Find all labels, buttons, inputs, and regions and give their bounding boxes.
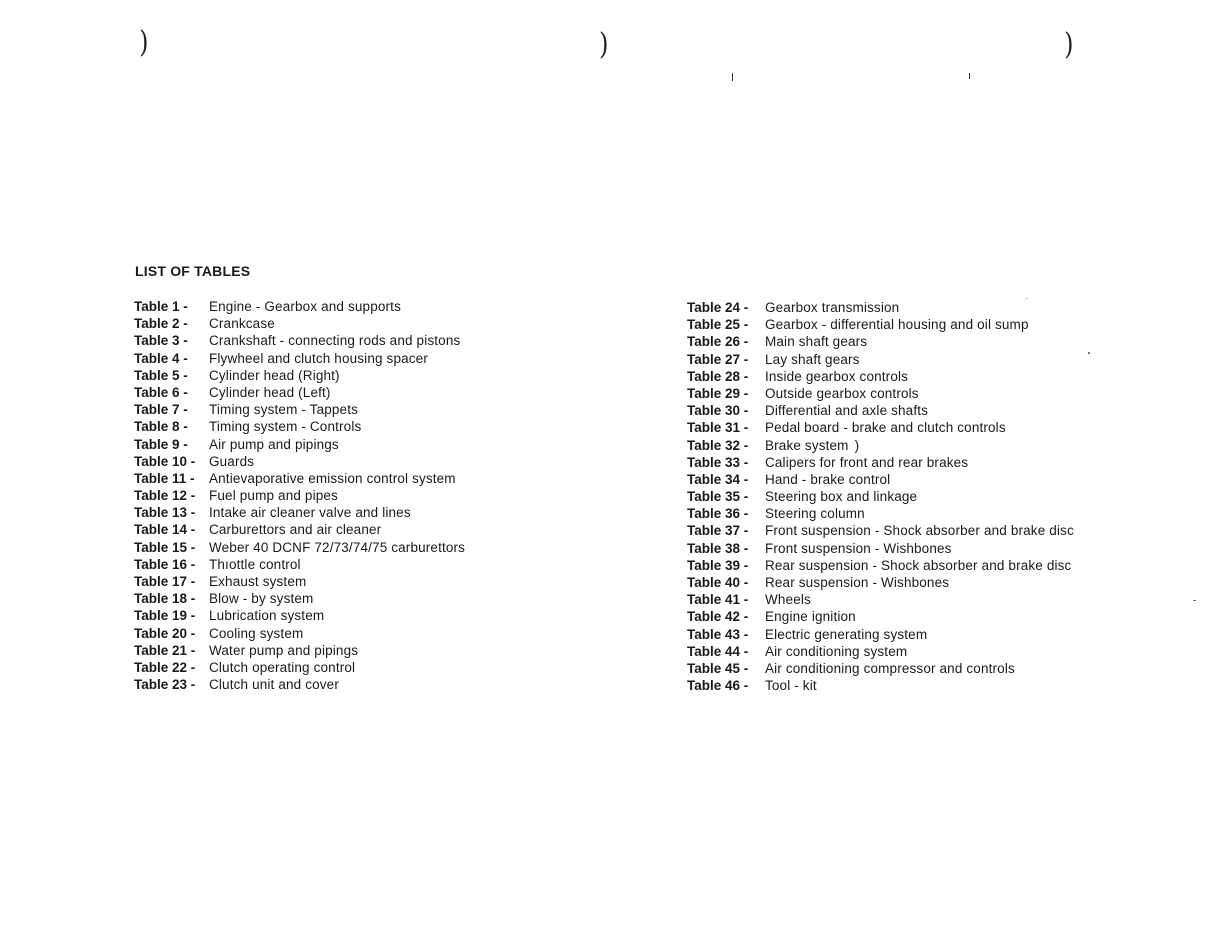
table-title: Steering box and linkage: [765, 489, 918, 505]
table-number-label: Table 3 -: [134, 333, 188, 349]
table-title: Clutch operating control: [209, 659, 356, 675]
table-list-item: [687, 522, 1074, 539]
table-list-item: [687, 454, 1074, 471]
table-title: Tool - kit: [765, 678, 817, 694]
table-number-label: Table 6 -: [134, 384, 188, 400]
table-list-item: [687, 385, 1074, 402]
table-list-item: [687, 574, 1074, 591]
table-number-label: Table 8 -: [134, 419, 188, 435]
table-title: Pedal board - brake and clutch controls: [765, 420, 1006, 436]
table-list-item: [134, 521, 465, 538]
table-title: Brake system: [765, 437, 849, 453]
table-title: Gearbox - differential housing and oil sump: [765, 317, 1029, 333]
table-number-label: Table 14 -: [134, 522, 196, 538]
table-title: Rear suspension - Wishbones: [765, 575, 950, 590]
table-list-item: [134, 332, 465, 349]
table-list-item: [134, 350, 465, 367]
table-title: Gearbox transmission: [765, 300, 900, 315]
table-list-item: [134, 590, 465, 607]
table-number-label: Table 25 -: [687, 317, 749, 333]
punch-hole-center-icon: ): [599, 27, 609, 62]
table-number-label: Table 18 -: [134, 591, 196, 607]
table-list-item: [134, 573, 465, 590]
table-number-label: Table 9 -: [134, 436, 188, 452]
table-list-item: [687, 333, 1074, 350]
table-list-item: [134, 453, 465, 470]
table-title: Lay shaft gears: [765, 351, 860, 367]
table-list-item: [134, 539, 465, 556]
table-number-label: Table 16 -: [134, 556, 196, 572]
table-list-item: [687, 505, 1074, 522]
table-title: Cylinder head (Left): [209, 384, 331, 400]
scan-mark: [732, 73, 733, 81]
table-title: Front suspension - Wishbones: [765, 540, 952, 556]
punch-hole-right-icon: ): [1064, 27, 1074, 62]
table-title: Water pump and pipings: [209, 642, 359, 658]
table-list-item: [134, 504, 465, 521]
table-number-label: Table 20 -: [134, 625, 196, 641]
table-number-label: Table 13 -: [134, 505, 196, 521]
table-list-item: [687, 351, 1074, 368]
table-title: Thıottle control: [209, 556, 301, 572]
table-title: Flywheel and clutch housing spacer: [209, 350, 428, 366]
table-number-label: Table 5 -: [134, 367, 188, 383]
table-number-label: Table 46 -: [687, 678, 749, 694]
table-title: Outside gearbox controls: [765, 385, 919, 401]
table-list-item: [134, 418, 465, 435]
table-list-item: [134, 642, 465, 659]
table-number-label: Table 35 -: [687, 489, 749, 505]
table-title: Engine - Gearbox and supports: [209, 299, 401, 314]
table-list-item: [134, 487, 465, 504]
table-title: Air conditioning compressor and controls: [765, 660, 1015, 676]
table-title: Timing system - Tappets: [209, 402, 358, 418]
table-number-label: Table 2 -: [134, 316, 188, 332]
table-list-item: [687, 591, 1074, 608]
table-number-label: Table 12 -: [134, 488, 196, 504]
table-number-label: Table 29 -: [687, 385, 749, 401]
table-number-label: Table 19 -: [134, 608, 196, 624]
table-title: Electric generating system: [765, 626, 928, 642]
table-number-label: Table 40 -: [687, 575, 749, 590]
table-number-label: Table 43 -: [687, 626, 749, 642]
table-number-label: Table 23 -: [134, 677, 196, 693]
table-list-item: [134, 298, 465, 315]
punch-hole-left-icon: ): [139, 25, 149, 60]
table-title: Guards: [209, 453, 255, 469]
table-list-item: [134, 315, 465, 332]
table-list-item: [687, 626, 1074, 643]
table-list-item: [687, 488, 1074, 505]
table-title: Antievaporative emission control system: [209, 470, 456, 486]
table-number-label: Table 7 -: [134, 402, 188, 418]
table-list-item: [134, 676, 465, 693]
table-title: Calipers for front and rear brakes: [765, 454, 969, 470]
table-number-label: Table 27 -: [687, 351, 749, 367]
table-title: Lubrication system: [209, 608, 325, 624]
table-title: Timing system - Controls: [209, 419, 362, 435]
table-title: Inside gearbox controls: [765, 368, 909, 384]
table-title: Cooling system: [209, 625, 304, 641]
table-list-item: [687, 557, 1074, 574]
table-number-label: Table 24 -: [687, 300, 749, 315]
table-number-label: Table 39 -: [687, 557, 749, 573]
table-list-item: [687, 643, 1074, 660]
table-title: Cylinder head (Right): [209, 367, 340, 383]
table-list-item: [687, 419, 1074, 436]
table-number-label: Table 34 -: [687, 471, 749, 487]
table-list-right: [687, 299, 1074, 694]
table-list-item: [134, 470, 465, 487]
table-number-label: Table 45 -: [687, 660, 749, 676]
table-number-label: Table 38 -: [687, 540, 749, 556]
table-list-item: [134, 607, 465, 624]
table-number-label: Table 22 -: [134, 659, 196, 675]
table-title: Steering column: [765, 506, 865, 522]
stray-mark: ): [854, 437, 860, 453]
table-number-label: Table 17 -: [134, 574, 196, 589]
table-title: Carburettors and air cleaner: [209, 522, 382, 538]
table-list-item: [134, 367, 465, 384]
table-list-item: [134, 436, 465, 453]
table-list-item: [134, 384, 465, 401]
table-number-label: Table 37 -: [687, 523, 749, 539]
table-number-label: Table 21 -: [134, 642, 196, 658]
table-list-item: [134, 625, 465, 642]
table-number-label: Table 1 -: [134, 299, 188, 314]
table-title: Clutch unit and cover: [209, 677, 339, 693]
table-title: Crankshaft - connecting rods and pistons: [209, 333, 461, 349]
table-list-item: [687, 677, 1074, 694]
table-list-item: [687, 437, 1074, 454]
scan-speck: [1193, 600, 1196, 601]
table-number-label: Table 4 -: [134, 350, 188, 366]
table-number-label: Table 30 -: [687, 403, 749, 419]
table-title: Rear suspension - Shock absorber and brake disc: [765, 557, 1072, 573]
table-list-item: [687, 608, 1074, 625]
table-title: Blow - by system: [209, 591, 314, 607]
table-title: Hand - brake control: [765, 471, 891, 487]
table-number-label: Table 28 -: [687, 368, 749, 384]
table-list-item: [134, 401, 465, 418]
table-number-label: Table 36 -: [687, 506, 749, 522]
page-heading: LIST OF TABLES: [135, 263, 251, 279]
table-list-item: [687, 540, 1074, 557]
scan-mark: [969, 73, 970, 79]
table-number-label: Table 10 -: [134, 453, 196, 469]
table-list-item: [687, 316, 1074, 333]
table-title: Front suspension - Shock absorber and brake disc: [765, 523, 1074, 539]
table-list-item: [687, 368, 1074, 385]
table-title: Differential and axle shafts: [765, 403, 929, 419]
table-title: Engine ignition: [765, 609, 856, 625]
table-title: Air pump and pipings: [209, 436, 339, 452]
table-title: Crankcase: [209, 316, 275, 332]
table-title: Main shaft gears: [765, 334, 868, 350]
table-list-item: [134, 659, 465, 676]
table-number-label: Table 11 -: [134, 470, 195, 486]
table-list-item: [687, 471, 1074, 488]
table-list-left: [134, 298, 465, 693]
table-title: Intake air cleaner valve and lines: [209, 505, 411, 521]
table-number-label: Table 31 -: [687, 420, 749, 436]
table-number-label: Table 42 -: [687, 609, 749, 625]
table-title: Wheels: [765, 592, 811, 608]
table-number-label: Table 33 -: [687, 454, 749, 470]
table-number-label: Table 32 -: [687, 437, 749, 453]
scan-speck: [1088, 352, 1090, 354]
table-list-item: [134, 556, 465, 573]
table-title: Fuel pump and pipes: [209, 488, 338, 504]
table-title: Weber 40 DCNF 72/73/74/75 carburettors: [209, 539, 466, 555]
table-list-item: [687, 402, 1074, 419]
table-number-label: Table 15 -: [134, 539, 196, 555]
table-number-label: Table 41 -: [687, 592, 749, 608]
table-title: Air conditioning system: [765, 643, 908, 659]
table-list-item: [687, 299, 1074, 316]
table-title: Exhaust system: [209, 574, 307, 589]
table-list-item: [687, 660, 1074, 677]
table-number-label: Table 26 -: [687, 334, 749, 350]
table-number-label: Table 44 -: [687, 643, 749, 659]
